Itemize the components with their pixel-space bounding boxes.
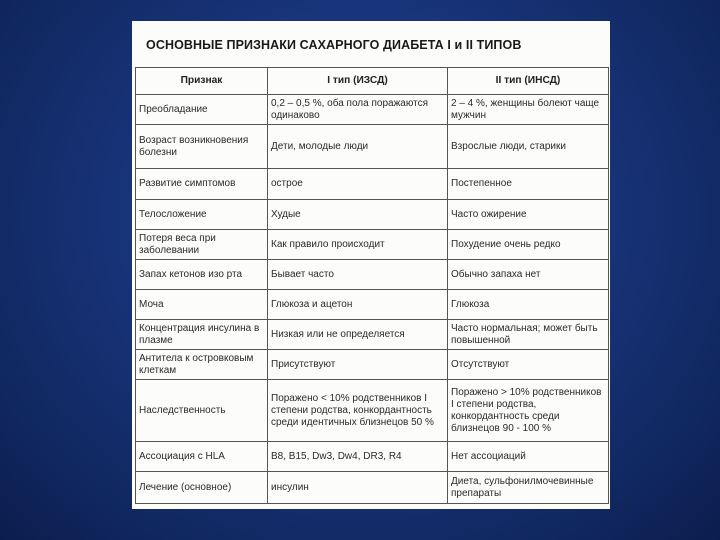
- cell-type-2: Часто ожирение: [448, 200, 609, 230]
- cell-sign: Телосложение: [136, 200, 268, 230]
- header-type-1: I тип (ИЗСД): [268, 68, 448, 95]
- table-row: [136, 472, 609, 504]
- cell-sign: Запах кетонов изо рта: [136, 260, 268, 290]
- table-row: [136, 320, 609, 350]
- cell-type-1: Низкая или не определяется: [268, 320, 448, 350]
- cell-type-2: Диета, сульфонилмочевинные препараты: [448, 472, 609, 504]
- document-title: ОСНОВНЫЕ ПРИЗНАКИ САХАРНОГО ДИАБЕТА I и II ТИПОВ: [146, 38, 522, 52]
- cell-type-1: Как правило происходит: [268, 230, 448, 260]
- header-sign: Признак: [136, 68, 268, 95]
- cell-type-1: Присутствуют: [268, 350, 448, 380]
- cell-type-2: Поражено > 10% родственников I степени родства, конкордантность среди близнецов 90 - 100 %: [448, 380, 609, 442]
- table-row: [136, 169, 609, 200]
- cell-sign: Наследственность: [136, 380, 268, 442]
- table-row: [136, 260, 609, 290]
- table-row: [136, 350, 609, 380]
- cell-type-2: Взрослые люди, старики: [448, 125, 609, 169]
- cell-type-1: Худые: [268, 200, 448, 230]
- cell-type-1: острое: [268, 169, 448, 200]
- cell-type-1: Бывает часто: [268, 260, 448, 290]
- cell-sign: Ассоциация с HLA: [136, 442, 268, 472]
- cell-type-2: 2 – 4 %, женщины болеют чаще мужчин: [448, 95, 609, 125]
- header-type-2: II тип (ИНСД): [448, 68, 609, 95]
- cell-type-1: Поражено < 10% родственников I степени родства, конкордантность среди идентичных близнецов 50 %: [268, 380, 448, 442]
- cell-sign: Антитела к островковым клеткам: [136, 350, 268, 380]
- table-row: [136, 200, 609, 230]
- cell-sign: Потеря веса при заболевании: [136, 230, 268, 260]
- cell-type-2: Отсутствуют: [448, 350, 609, 380]
- table-row: [136, 125, 609, 169]
- cell-type-1: B8, B15, Dw3, Dw4, DR3, R4: [268, 442, 448, 472]
- cell-type-1: 0,2 – 0,5 %, оба пола поражаются одинаково: [268, 95, 448, 125]
- cell-sign: Возраст возникновения болезни: [136, 125, 268, 169]
- cell-sign: Концентрация инсулина в плазме: [136, 320, 268, 350]
- table-header-row: [136, 68, 609, 95]
- cell-type-1: инсулин: [268, 472, 448, 504]
- cell-sign: Лечение (основное): [136, 472, 268, 504]
- table-row: [136, 290, 609, 320]
- comparison-table: [135, 67, 609, 504]
- table-row: [136, 380, 609, 442]
- cell-sign: Преобладание: [136, 95, 268, 125]
- cell-type-2: Постепенное: [448, 169, 609, 200]
- cell-type-1: Дети, молодые люди: [268, 125, 448, 169]
- document-image: [132, 21, 610, 509]
- table-row: [136, 442, 609, 472]
- cell-type-1: Глюкоза и ацетон: [268, 290, 448, 320]
- cell-sign: Развитие симптомов: [136, 169, 268, 200]
- cell-type-2: Похудение очень редко: [448, 230, 609, 260]
- cell-sign: Моча: [136, 290, 268, 320]
- table-row: [136, 95, 609, 125]
- cell-type-2: Часто нормальная; может быть повышенной: [448, 320, 609, 350]
- cell-type-2: Нет ассоциаций: [448, 442, 609, 472]
- table-row: [136, 230, 609, 260]
- cell-type-2: Глюкоза: [448, 290, 609, 320]
- cell-type-2: Обычно запаха нет: [448, 260, 609, 290]
